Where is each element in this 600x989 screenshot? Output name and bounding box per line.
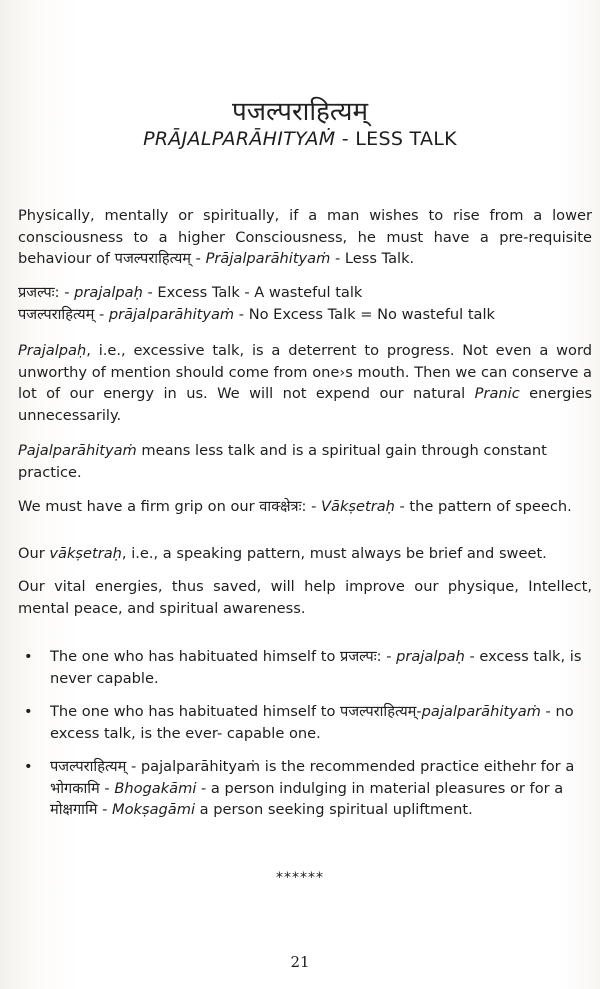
p6-text: Our	[18, 545, 50, 562]
bullet-text: - pajalparāhityaṁ is the recommended practice eithehr for a	[126, 758, 575, 775]
def1-roman: prajalpaḥ	[74, 284, 143, 301]
p6-end: , i.e., a speaking pattern, must always be brief and sweet.	[121, 545, 547, 562]
bullet-roman: pajalparāhityaṁ	[421, 703, 541, 720]
paragraph-intro	[18, 205, 592, 270]
bullet-sep: -	[416, 703, 422, 720]
definitions	[18, 282, 592, 325]
paragraph-prajalpah	[18, 340, 592, 426]
p4-text: means less talk and is a spiritual gain through constant practice.	[18, 442, 547, 481]
list-item	[18, 646, 592, 689]
bullet-sep: : -	[376, 648, 397, 665]
bullet-mid: - a person indulging in material pleasures or for a	[196, 779, 564, 797]
bullet-icon: •	[24, 758, 33, 775]
page-number: 21	[290, 953, 310, 971]
p7-text: Our vital energies, thus saved, will help improve our physique, Intellect, mental peace, and spiritual awareness.	[18, 578, 592, 617]
p3-pranic: Pranic	[474, 385, 520, 402]
paragraph-less-talk	[18, 440, 592, 483]
intro-roman: Prājalparāhityaṁ	[205, 250, 331, 267]
paragraph-vital-energies	[18, 576, 592, 619]
title-english: LESS TALK	[355, 128, 457, 150]
bullet-end: - excess talk, is never capable.	[50, 648, 582, 687]
paragraph-speaking-pattern	[18, 543, 592, 565]
p5-text: We must have a firm grip on our	[18, 498, 260, 515]
devanagari-title: पजल्पराहित्यम्	[231, 97, 369, 127]
bullet-text: The one who has habituated himself to	[50, 648, 341, 665]
bullet-devanagari-2: भोगकामि	[50, 779, 100, 797]
intro-end: - Less Talk.	[330, 250, 415, 267]
intro-devanagari: पजल्पराहित्यम्	[114, 250, 192, 267]
p5-sep: : -	[301, 498, 322, 515]
def2-sep: -	[94, 305, 109, 323]
paragraph-speech	[18, 496, 592, 518]
bullet-sep-3: -	[97, 801, 113, 818]
p3-end: energies unnecessarily.	[18, 385, 592, 424]
definition-line-1	[18, 282, 592, 304]
bullet-end: a person seeking spiritual upliftment.	[195, 801, 473, 818]
bullet-roman: prajalpaḥ	[396, 648, 465, 665]
list-item	[18, 701, 592, 744]
bullet-text: The one who has habituated himself to	[50, 703, 341, 720]
title-roman: PRĀJALPARĀHITYAṀ	[143, 128, 336, 150]
bullet-roman-2: Bhogakāmi	[114, 779, 197, 797]
list-item	[18, 756, 592, 821]
intro-text: Physically, mentally or spiritually, if a man wishes to rise from a lower consciousness to a higher Consciousness, he must have a pre-requisite behaviour of	[18, 207, 592, 267]
bullet-devanagari: प्रजल्पः	[340, 648, 377, 665]
def1-sep: : -	[54, 284, 75, 301]
p5-devanagari: वाक्क्षेत्रः	[259, 498, 302, 515]
p3-text: , i.e., excessive talk, is a deterrent to progress. Not even a word unworthy of mention should come from one›s mouth. Then we can conserve a lot of our energy in us. We will not expend our natural	[18, 342, 592, 402]
bullet-sep-2: -	[99, 779, 115, 797]
bullet-icon: •	[24, 648, 33, 665]
definition-line-2	[18, 304, 592, 326]
title-separator: -	[335, 128, 356, 150]
def2-end: - No Excess Talk = No wasteful talk	[234, 305, 496, 323]
def1-devanagari: प्रजल्पः	[18, 284, 55, 301]
bullet-roman-3: Mokṣagāmi	[112, 801, 196, 818]
bullet-devanagari: पजल्पराहित्यम्	[50, 758, 127, 775]
page-title	[0, 128, 600, 150]
p6-term: vākṣetraḥ	[49, 545, 122, 562]
bullet-icon: •	[24, 703, 33, 720]
def1-end: - Excess Talk - A wasteful talk	[142, 284, 363, 301]
p5-roman: Vākṣetraḥ	[321, 498, 395, 515]
section-divider: ******	[276, 870, 324, 886]
p3-term: Prajalpaḥ	[18, 342, 87, 359]
bullet-list	[18, 646, 592, 833]
bullet-devanagari-3: मोक्षगामि	[50, 801, 98, 818]
p5-end: - the pattern of speech.	[394, 498, 572, 515]
def2-devanagari: पजल्पराहित्यम्	[18, 305, 95, 323]
bullet-devanagari: पजल्पराहित्यम्	[340, 703, 417, 720]
p4-term: Pajalparāhityaṁ	[18, 442, 137, 459]
bullet-end: - no excess talk, is the ever- capable one.	[50, 703, 574, 742]
def2-roman: prājalparāhityaṁ	[108, 305, 235, 323]
intro-dash: -	[191, 250, 206, 267]
